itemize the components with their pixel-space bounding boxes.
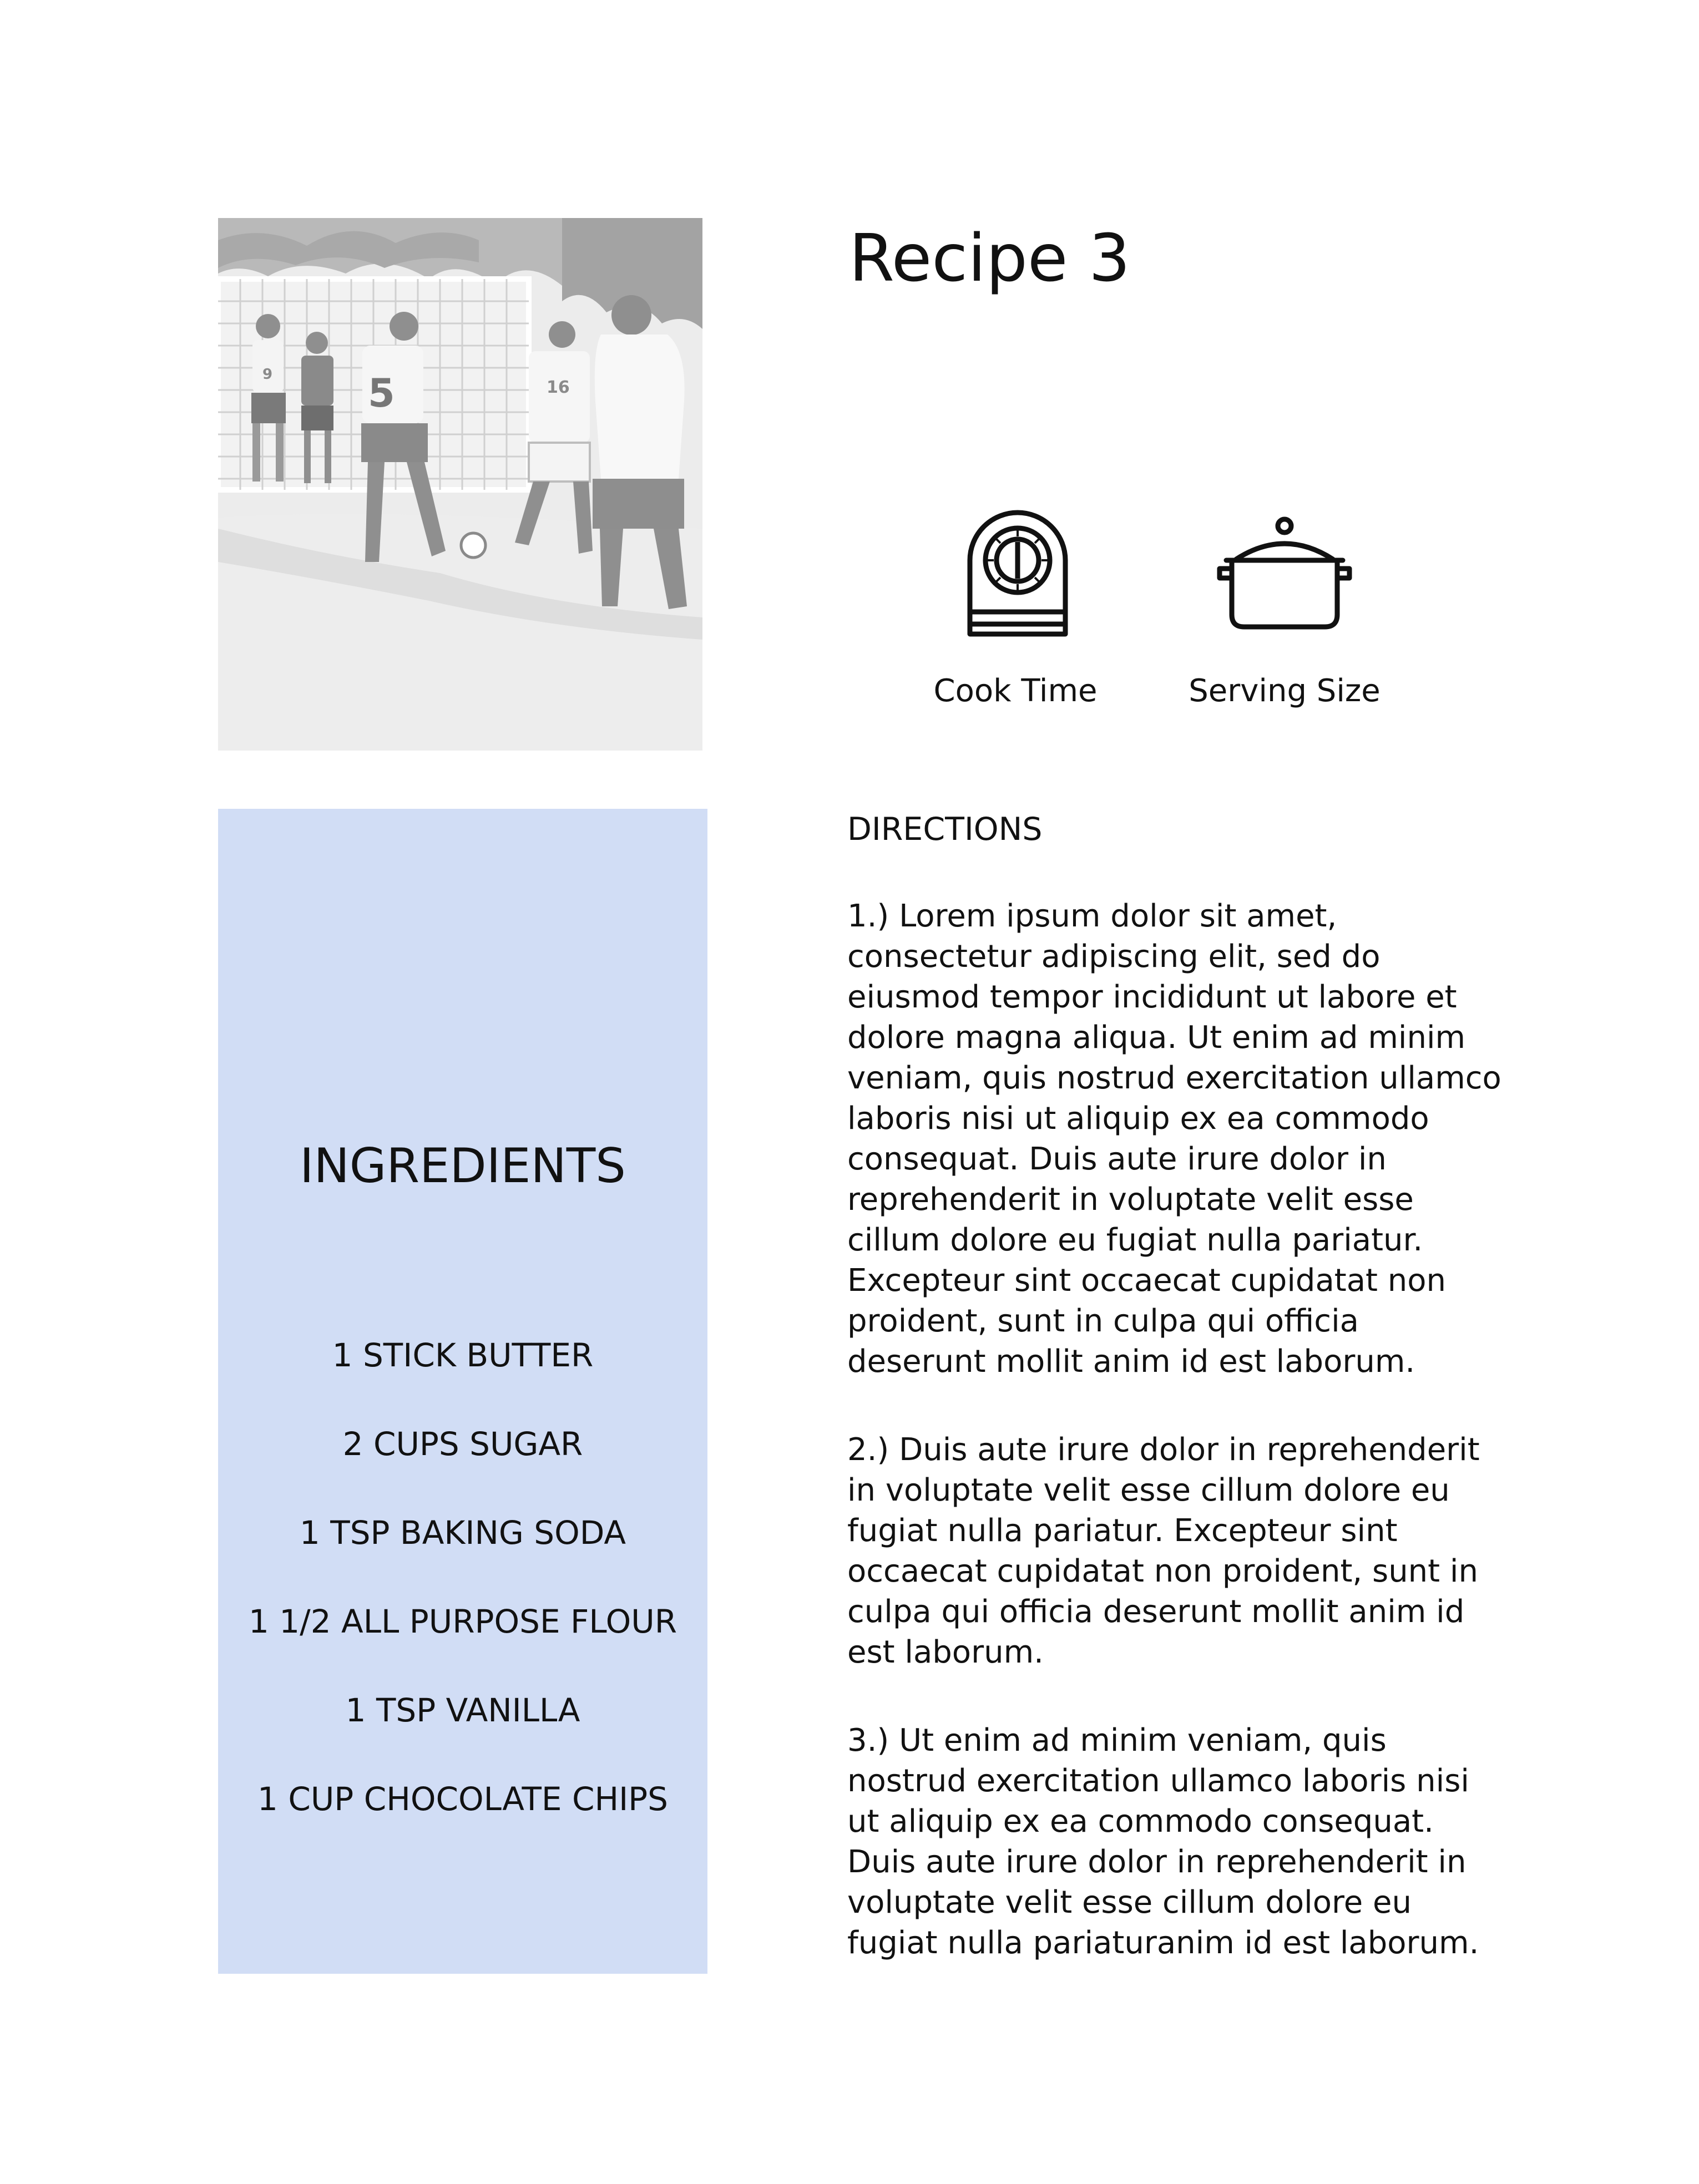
directions-section <box>847 807 1502 2011</box>
direction-step: 3.) Ut enim ad minim veniam, quis nostrud exercitation ullamco laboris nisi ut aliquip ex ea commodo consequat. Duis aute irure dolor in reprehenderit in voluptate velit esse cillum dolore eu fugiat nulla pariaturanim id est laborum. <box>847 1722 1479 1961</box>
jersey-number: 9 <box>262 366 273 383</box>
ingredient-item: 1 1/2 ALL PURPOSE FLOUR <box>248 1603 677 1640</box>
ingredients-heading: INGREDIENTS <box>300 1138 626 1194</box>
ingredient-item: 1 TSP BAKING SODA <box>299 1514 626 1552</box>
jersey-number: 5 <box>368 371 395 416</box>
ingredients-list <box>218 1333 707 1866</box>
ingredients-panel <box>218 809 707 1974</box>
cook-time-label: Cook Time <box>933 673 1098 709</box>
direction-step: 1.) Lorem ipsum dolor sit amet, consectetur adipiscing elit, sed do eiusmod tempor incididunt ut labore et dolore magna aliqua. Ut enim ad minim veniam, quis nostrud exercitation ullamco laboris nisi ut aliquip ex ea commodo consequat. Duis aute irure dolor in reprehenderit in voluptate velit esse cillum dolore eu fugiat nulla pariatur. Excepteur sint occaecat cupidatat non proident, sunt in culpa qui officia deserunt mollit anim id est laborum. <box>847 898 1501 1380</box>
jersey-number: 16 <box>547 378 570 397</box>
ingredient-item: 2 CUPS SUGAR <box>342 1425 583 1463</box>
recipe-title: Recipe 3 <box>849 220 1131 296</box>
direction-step: 2.) Duis aute irure dolor in reprehenderit in voluptate velit esse cillum dolore eu fugiat nulla pariatur. Excepteur sint occaecat cupidatat non proident, sunt in culpa qui officia deserunt mollit anim id est laborum. <box>847 1432 1480 1670</box>
ingredient-item: 1 STICK BUTTER <box>332 1336 594 1374</box>
kitchen-timer-icon <box>964 508 1071 638</box>
cooking-pot-icon <box>1215 516 1354 632</box>
ingredient-item: 1 TSP VANILLA <box>345 1691 580 1729</box>
directions-heading: DIRECTIONS <box>847 811 1043 848</box>
recipe-photo <box>218 218 702 751</box>
serving-size-label: Serving Size <box>1189 673 1381 709</box>
soccer-photo-image <box>218 218 702 751</box>
ingredient-item: 1 CUP CHOCOLATE CHIPS <box>257 1780 668 1818</box>
